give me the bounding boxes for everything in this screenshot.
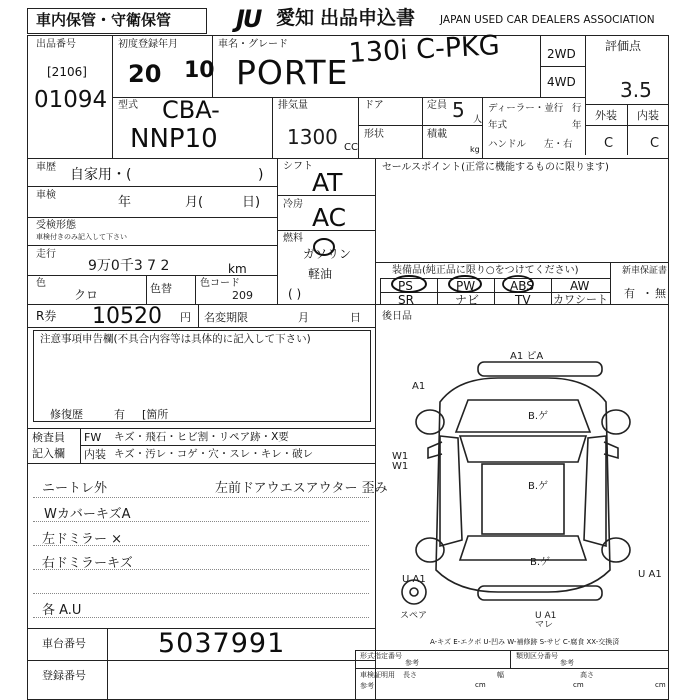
type-line1: CBA- — [162, 96, 220, 124]
cert-label: 車検証明用 — [360, 671, 395, 679]
dealer-mark: 行 — [572, 103, 582, 114]
door-label: ドア — [364, 100, 384, 111]
diag-label-rear-left: U A1 — [402, 574, 426, 585]
drive-2wd: 2WD — [547, 47, 576, 61]
inspection-month: 月( — [185, 195, 204, 210]
equip-navi: ナビ — [455, 293, 480, 307]
chassis-value: 5037991 — [158, 628, 286, 659]
usage-label: 車歴 — [36, 162, 56, 173]
dealer-label: ディーラー・並行 — [488, 103, 564, 114]
fw-items: キズ・飛石・ヒビ割・リペア跡・X要 — [114, 431, 289, 443]
entry-label: 記入欄 — [32, 447, 65, 460]
name-change-day: 日 — [350, 311, 361, 324]
spare-label: スペア — [400, 611, 428, 621]
mileage-unit: km — [228, 262, 247, 276]
warranty-label: 新車保証書 — [622, 266, 668, 276]
color-label: 色 — [36, 278, 46, 289]
repair-label: 修復歴 — [50, 408, 83, 421]
color-code-label: 色コード — [200, 278, 240, 289]
spec-label: 形式指定番号 — [360, 652, 402, 660]
equip-seat: カワシート — [553, 293, 608, 306]
equip-circle-marks — [385, 274, 545, 294]
note-line-right: 左前ドアウエスアウター 歪み — [215, 481, 388, 496]
recycle-value: 10520 — [92, 304, 162, 329]
width-cm: cm — [573, 681, 584, 689]
kg-label: kg — [470, 145, 480, 154]
name-change-label: 名変期限 — [204, 311, 248, 324]
warranty-have: 有 — [624, 287, 635, 300]
type-label: 型式 — [118, 100, 138, 111]
height-cm: cm — [655, 681, 666, 689]
year-mark: 年 — [572, 120, 582, 131]
height-label: 高さ — [580, 671, 594, 679]
sales-points-label: セールスポイント(正常に機能するものに限ります) — [382, 162, 609, 173]
mileage-value: 9万0千3 7 2 — [88, 258, 170, 274]
first-reg-label: 初度登録年月 — [118, 39, 178, 50]
grade: 130i C-PKG — [347, 30, 501, 69]
shift-value: AT — [312, 168, 343, 197]
reception-note: 車検付きのみ記入して下さい — [36, 233, 127, 241]
first-reg-year: 20 — [128, 60, 162, 88]
equip-aw: AW — [570, 279, 590, 293]
ju-logo — [236, 7, 276, 33]
diag-label-side-left: W1 W1 — [392, 451, 409, 472]
diag-label-front-left: A1 — [412, 381, 426, 392]
lot-number: 01094 — [34, 87, 108, 113]
model-label: 車名・グレード — [218, 39, 288, 50]
org-name-en: JAPAN USED CAR DEALERS ASSOCIATION — [440, 14, 655, 26]
usage-value: 自家用・( — [70, 167, 132, 183]
usage-close: ) — [258, 167, 264, 183]
fuel-label: 燃料 — [283, 233, 303, 244]
ref-bottom: 参考 — [360, 682, 374, 690]
chassis-label: 車台番号 — [42, 637, 86, 650]
score-value: 3.5 — [620, 78, 652, 102]
diag-label-trunk: B.ゲ — [530, 557, 551, 568]
capacity-label: 定員 — [427, 100, 447, 111]
type-line2: NNP10 — [130, 124, 218, 154]
inspection-day: 日) — [242, 195, 261, 210]
form-title: 出品申込書 — [320, 7, 416, 29]
capacity-value: 5 — [452, 98, 465, 122]
lot-label: 出品番号 — [36, 39, 76, 50]
equip-sr: SR — [398, 293, 414, 307]
diagram-legend: A-キズ E-エクボ U-凹み W-補修跡 S-サビ C-腐食 XX-交換済 — [430, 638, 620, 646]
cc-label: CC — [344, 142, 358, 153]
interior-grade: C — [650, 136, 660, 151]
first-reg-month: 10 — [184, 58, 215, 83]
category-label: 類別区分番号 — [516, 652, 558, 660]
capacity-unit: 人 — [473, 115, 483, 125]
interior-label: 内装 — [637, 109, 659, 122]
mileage-label: 走行 — [36, 249, 56, 260]
repair-value: 有 — [114, 408, 125, 421]
inspector-label: 検査員 — [32, 431, 65, 444]
interior-notes-label: 内装 — [84, 448, 106, 461]
diag-label-rear-right: U A1 — [638, 569, 662, 580]
note-line-2: WカバーキズA — [44, 507, 131, 522]
inspection-label: 車検 — [36, 190, 56, 201]
length-label: 長さ — [403, 671, 417, 679]
org-name: 愛知 — [276, 7, 315, 29]
diag-label-hood: B.ゲ — [528, 411, 549, 422]
steering-label: ハンドル — [488, 139, 527, 150]
score-label: 評価点 — [605, 39, 642, 53]
displacement-value: 1300 — [287, 125, 338, 149]
note-line-5: 各 A.U — [42, 603, 82, 618]
warranty-sep: ・ — [642, 287, 653, 300]
color-code: 209 — [232, 289, 253, 302]
car-name: PORTE — [236, 53, 349, 92]
equip-pw: PW — [456, 279, 476, 293]
exterior-label: 外装 — [595, 109, 617, 122]
reception-label: 受検形態 — [36, 220, 76, 231]
recycle-label: R券 — [36, 309, 57, 323]
fw-label: FW — [84, 431, 102, 444]
notes-label: 注意事項申告欄(不具合内容等は具体的に記入して下さい) — [40, 333, 311, 345]
width-label: 幅 — [497, 671, 504, 679]
storage-note: 車内保管・守衛保管 — [36, 11, 172, 29]
warranty-none: 無 — [655, 287, 666, 300]
shift-label: シフト — [283, 161, 313, 172]
ac-label: 冷房 — [283, 199, 303, 210]
reg-label: 登録番号 — [42, 669, 86, 682]
interior-items: キズ・汚レ・コゲ・穴・スレ・キレ・破レ — [114, 448, 314, 460]
note-line-3: 左ドミラー × — [42, 532, 123, 547]
load-label: 積載 — [427, 129, 447, 140]
diag-label-roof: B.ゲ — [528, 481, 549, 492]
equip-tv: TV — [515, 293, 531, 307]
fuel-gasoline: ガソリン — [303, 247, 352, 261]
equip-ps: PS — [398, 279, 413, 293]
equipment-label: 装備品(純正品に限り○をつけてください) — [392, 265, 579, 276]
color-value: クロ — [74, 288, 99, 302]
length-cm: cm — [475, 681, 486, 689]
ju-logo-text: JU — [236, 5, 261, 33]
shape-label: 形状 — [364, 129, 384, 140]
fuel-diesel: 軽油 — [308, 267, 333, 281]
category-ref: 参考 — [560, 659, 574, 667]
fuel-paren: ( ) — [288, 287, 302, 301]
note-line-4: 右ドミラーキズ — [42, 556, 133, 571]
displacement-label: 排気量 — [278, 100, 308, 111]
color-change-label: 色替 — [150, 282, 172, 295]
diag-label-rear-bottom: U A1 マレ — [535, 611, 557, 630]
recycle-yen: 円 — [180, 311, 191, 324]
post-label: 後日品 — [382, 311, 412, 322]
year-label: 年式 — [488, 120, 508, 131]
note-line-1: ニートレ外 — [42, 481, 108, 496]
equip-abs: ABS — [510, 279, 534, 293]
spec-ref: 参考 — [405, 659, 419, 667]
drive-4wd: 4WD — [547, 75, 576, 89]
exterior-grade: C — [604, 136, 614, 151]
name-change-month: 月 — [298, 311, 309, 324]
lot-prefix: [2106] — [47, 65, 87, 79]
fuel-circle-mark — [312, 238, 342, 258]
inspection-year: 年 — [118, 195, 132, 210]
diag-label-top: A1 ピA — [510, 351, 544, 362]
steering-options: 左・右 — [544, 139, 573, 150]
repair-area: [箇所 — [142, 408, 169, 421]
ac-value: AC — [312, 203, 347, 232]
